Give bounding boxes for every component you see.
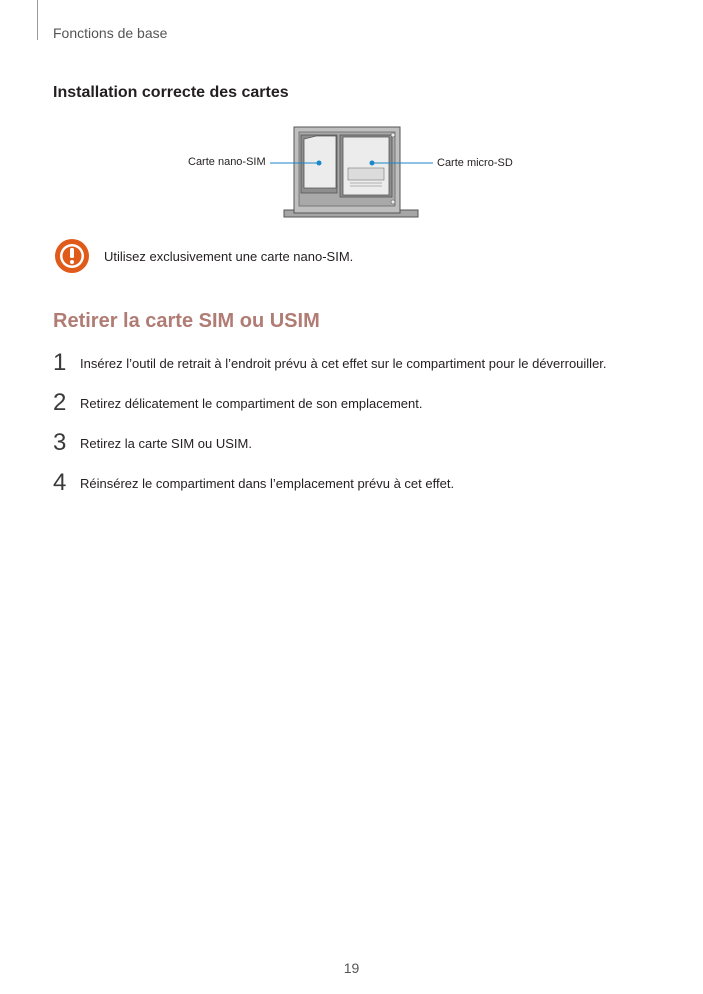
step-text: Réinsérez le compartiment dans l’emplacement prévu à cet effet.: [80, 476, 455, 491]
page-number: 19: [343, 960, 360, 976]
warning-icon: [54, 238, 90, 279]
step-text: Retirez la carte SIM ou USIM.: [80, 436, 252, 451]
subsection-heading: Retirer la carte SIM ou USIM: [53, 310, 320, 332]
step-item: [53, 388, 673, 428]
step-number: 2: [53, 389, 67, 416]
running-header: Fonctions de base: [53, 25, 168, 41]
section-heading: Installation correcte des cartes: [53, 84, 289, 101]
step-item: [53, 468, 673, 508]
step-number: 3: [53, 429, 67, 456]
step-number: 1: [53, 349, 67, 376]
step-number: 4: [53, 469, 67, 496]
step-text: Insérez l’outil de retrait à l’endroit prévu à cet effet sur le compartiment pour le déverrouiller.: [80, 356, 607, 371]
sim-tray-figure: [180, 122, 525, 222]
step-item: [53, 428, 673, 468]
callout-nano-sim: Carte nano-SIM: [188, 156, 266, 168]
step-item: [53, 348, 673, 388]
step-text: Retirez délicatement le compartiment de son emplacement.: [80, 396, 423, 411]
caution-note-text: Utilisez exclusivement une carte nano-SIM.: [104, 249, 354, 264]
steps-list: [53, 348, 673, 508]
sim-tray-illustration: [180, 122, 525, 222]
page-margin-rule: [37, 0, 38, 40]
callout-micro-sd: Carte micro-SD: [437, 157, 513, 169]
caution-note: [54, 238, 674, 274]
